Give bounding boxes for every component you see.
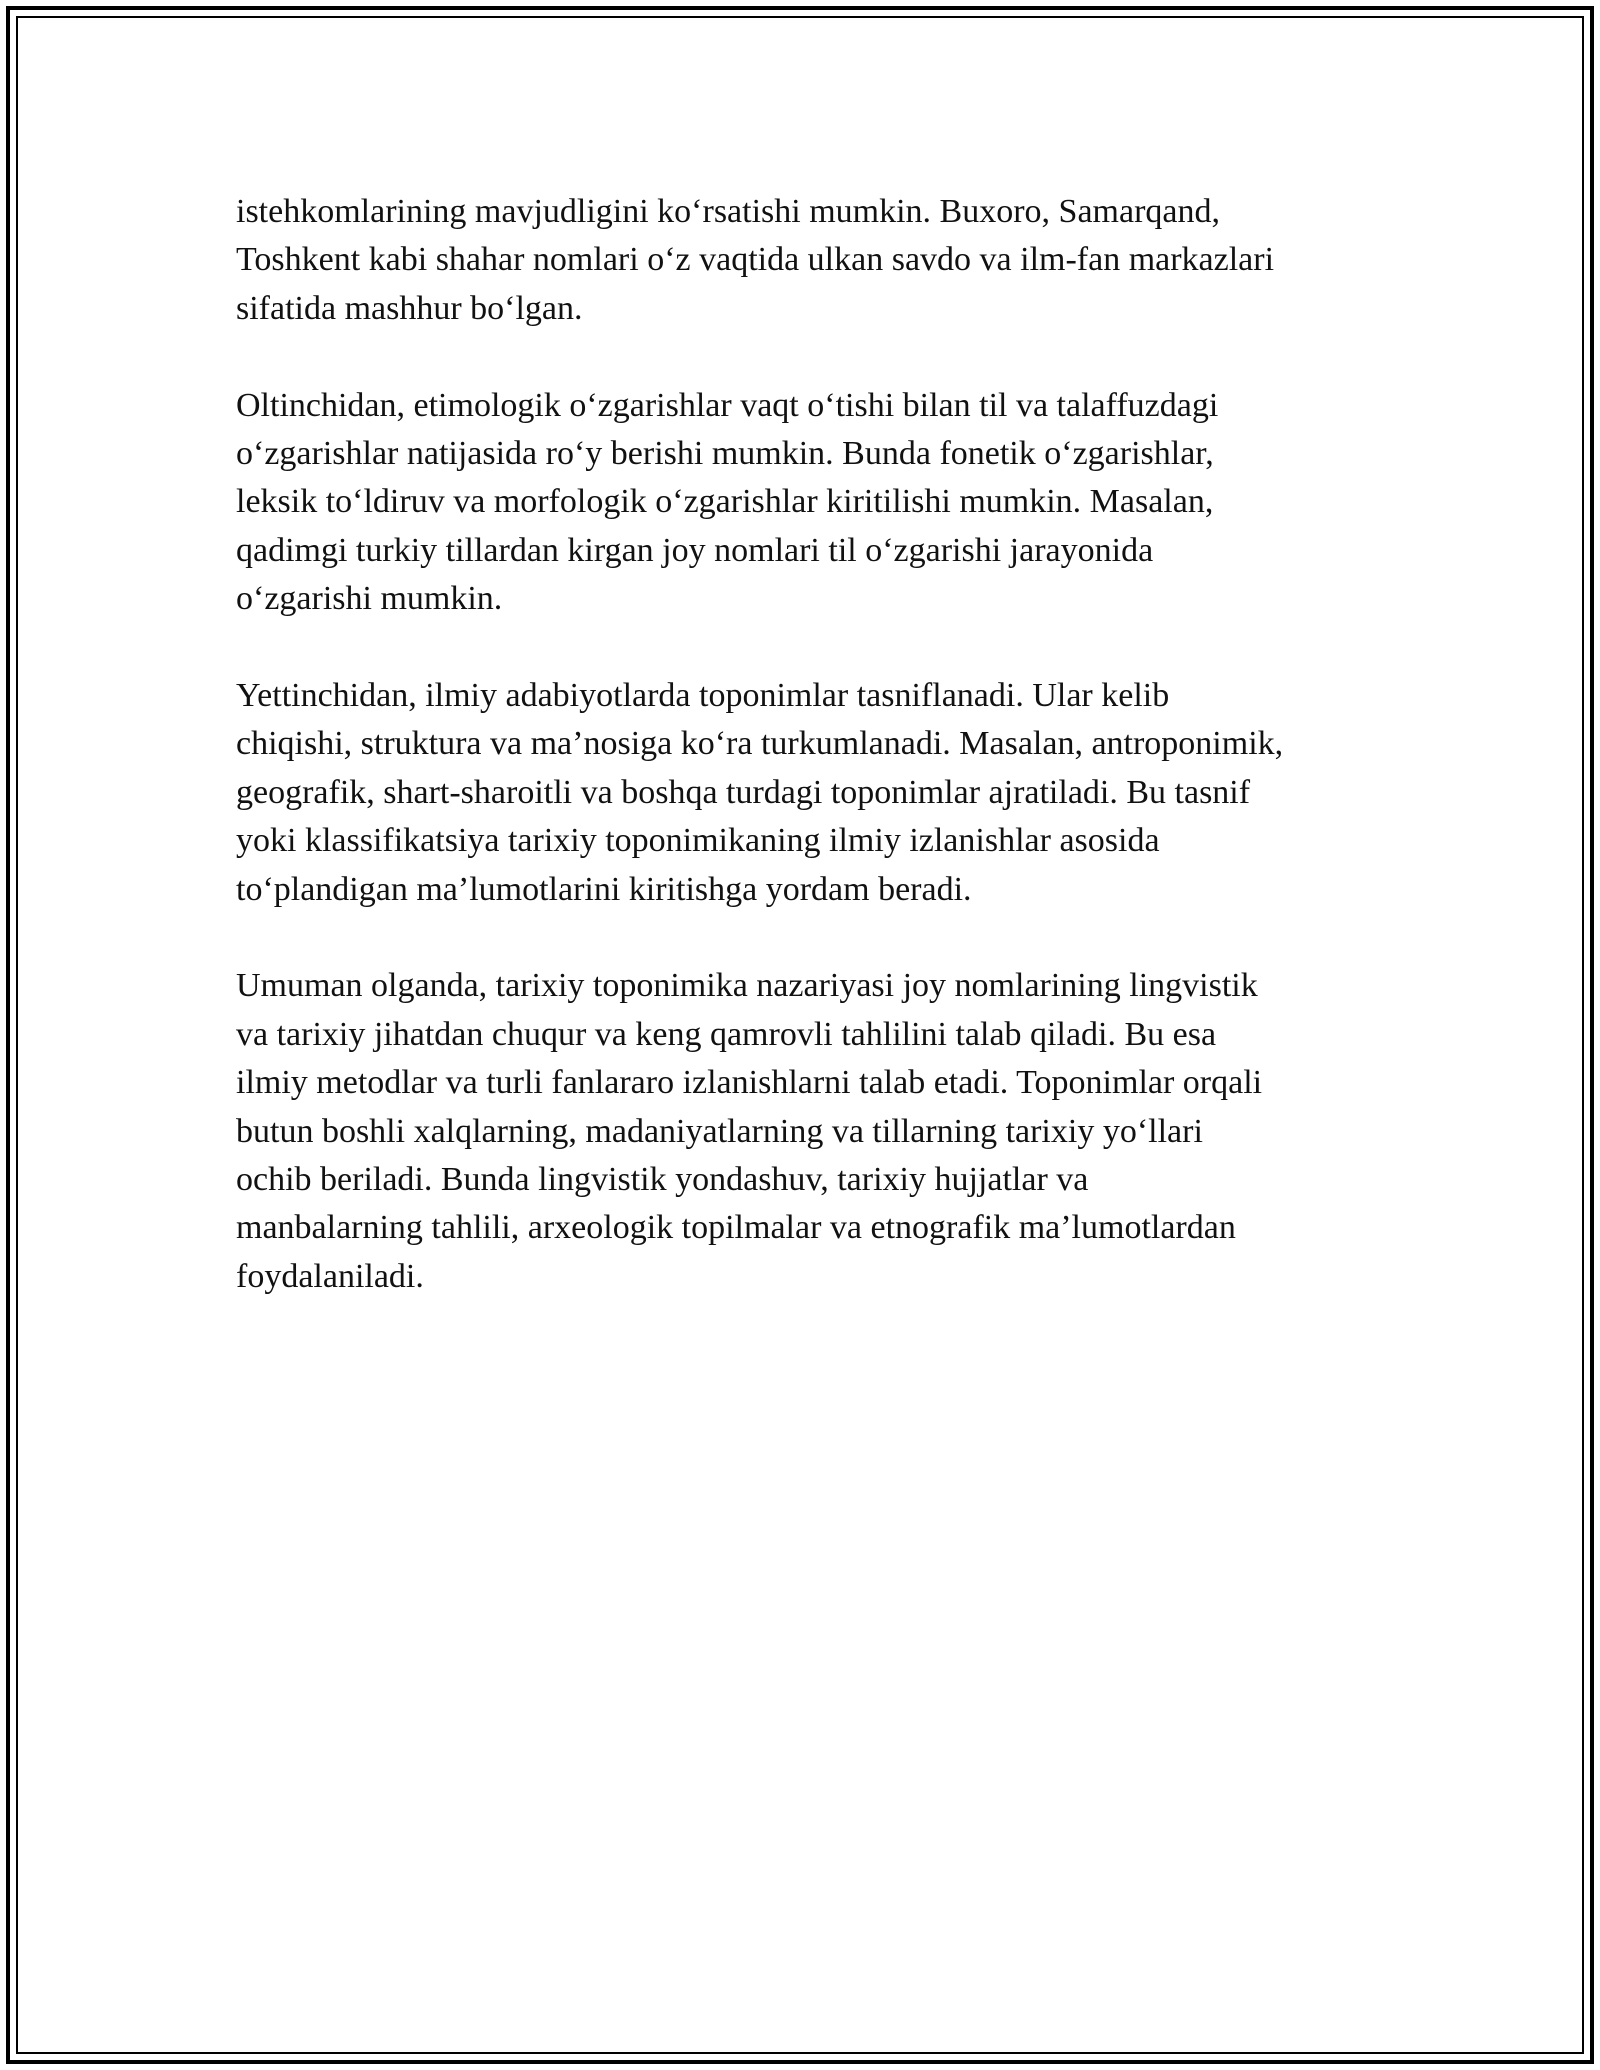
paragraph-2	[236, 382, 1376, 624]
text-line: ochib beriladi. Bunda lingvistik yondashuv, tarixiy hujjatlar va	[236, 1161, 1089, 1199]
text-line: qadimgi turkiy tillardan kirgan joy nomlari til o‘zgarishi jarayonida	[236, 531, 1154, 569]
text-line: Toshkent kabi shahar nomlari o‘z vaqtida ulkan savdo va ilm-fan markazlari	[236, 241, 1275, 279]
text-line: leksik to‘ldiruv va morfologik o‘zgarishlar kiritilishi mumkin. Masalan,	[236, 483, 1214, 521]
text-line: butun boshli xalqlarning, madaniyatlarning va tillarning tarixiy yo‘llari	[236, 1112, 1203, 1150]
text-line: sifatida mashhur bo‘lgan.	[236, 289, 583, 327]
paragraph-1	[236, 188, 1376, 333]
text-line: geografik, shart-sharoitli va boshqa turdagi toponimlar ajratiladi. Bu tasnif	[236, 773, 1251, 811]
text-line: Umuman olganda, tarixiy toponimika nazariyasi joy nomlarining lingvistik	[236, 967, 1258, 1005]
text-line: o‘zgarishlar natijasida ro‘y berishi mumkin. Bunda fonetik o‘zgarishlar,	[236, 435, 1214, 473]
text-line: manbalarning tahlili, arxeologik topilmalar va etnografik ma’lumotlardan	[236, 1209, 1236, 1247]
text-line: chiqishi, struktura va ma’nosiga ko‘ra turkumlanadi. Masalan, antroponimik,	[236, 725, 1284, 763]
text-line: to‘plandigan ma’lumotlarini kiritishga yordam beradi.	[236, 870, 972, 908]
text-line: ilmiy metodlar va turli fanlararo izlanishlarni talab etadi. Toponimlar orqali	[236, 1064, 1263, 1102]
text-line: va tarixiy jihatdan chuqur va keng qamrovli tahlilini talab qiladi. Bu esa	[236, 1015, 1217, 1053]
text-line: istehkomlarining mavjudligini ko‘rsatishi mumkin. Buxoro, Samarqand,	[236, 193, 1221, 230]
text-line: Yettinchidan, ilmiy adabiyotlarda toponimlar tasniflanadi. Ular kelib	[236, 677, 1170, 715]
paragraph-4	[236, 962, 1376, 1301]
document-body	[236, 188, 1376, 1350]
text-line: yoki klassifikatsiya tarixiy toponimikaning ilmiy izlanishlar asosida	[236, 822, 1160, 860]
paragraph-3	[236, 672, 1376, 914]
text-line: o‘zgarishi mumkin.	[236, 580, 503, 618]
text-line: Oltinchidan, etimologik o‘zgarishlar vaqt o‘tishi bilan til va talaffuzdagi	[236, 386, 1219, 424]
text-line: foydalaniladi.	[236, 1257, 424, 1295]
